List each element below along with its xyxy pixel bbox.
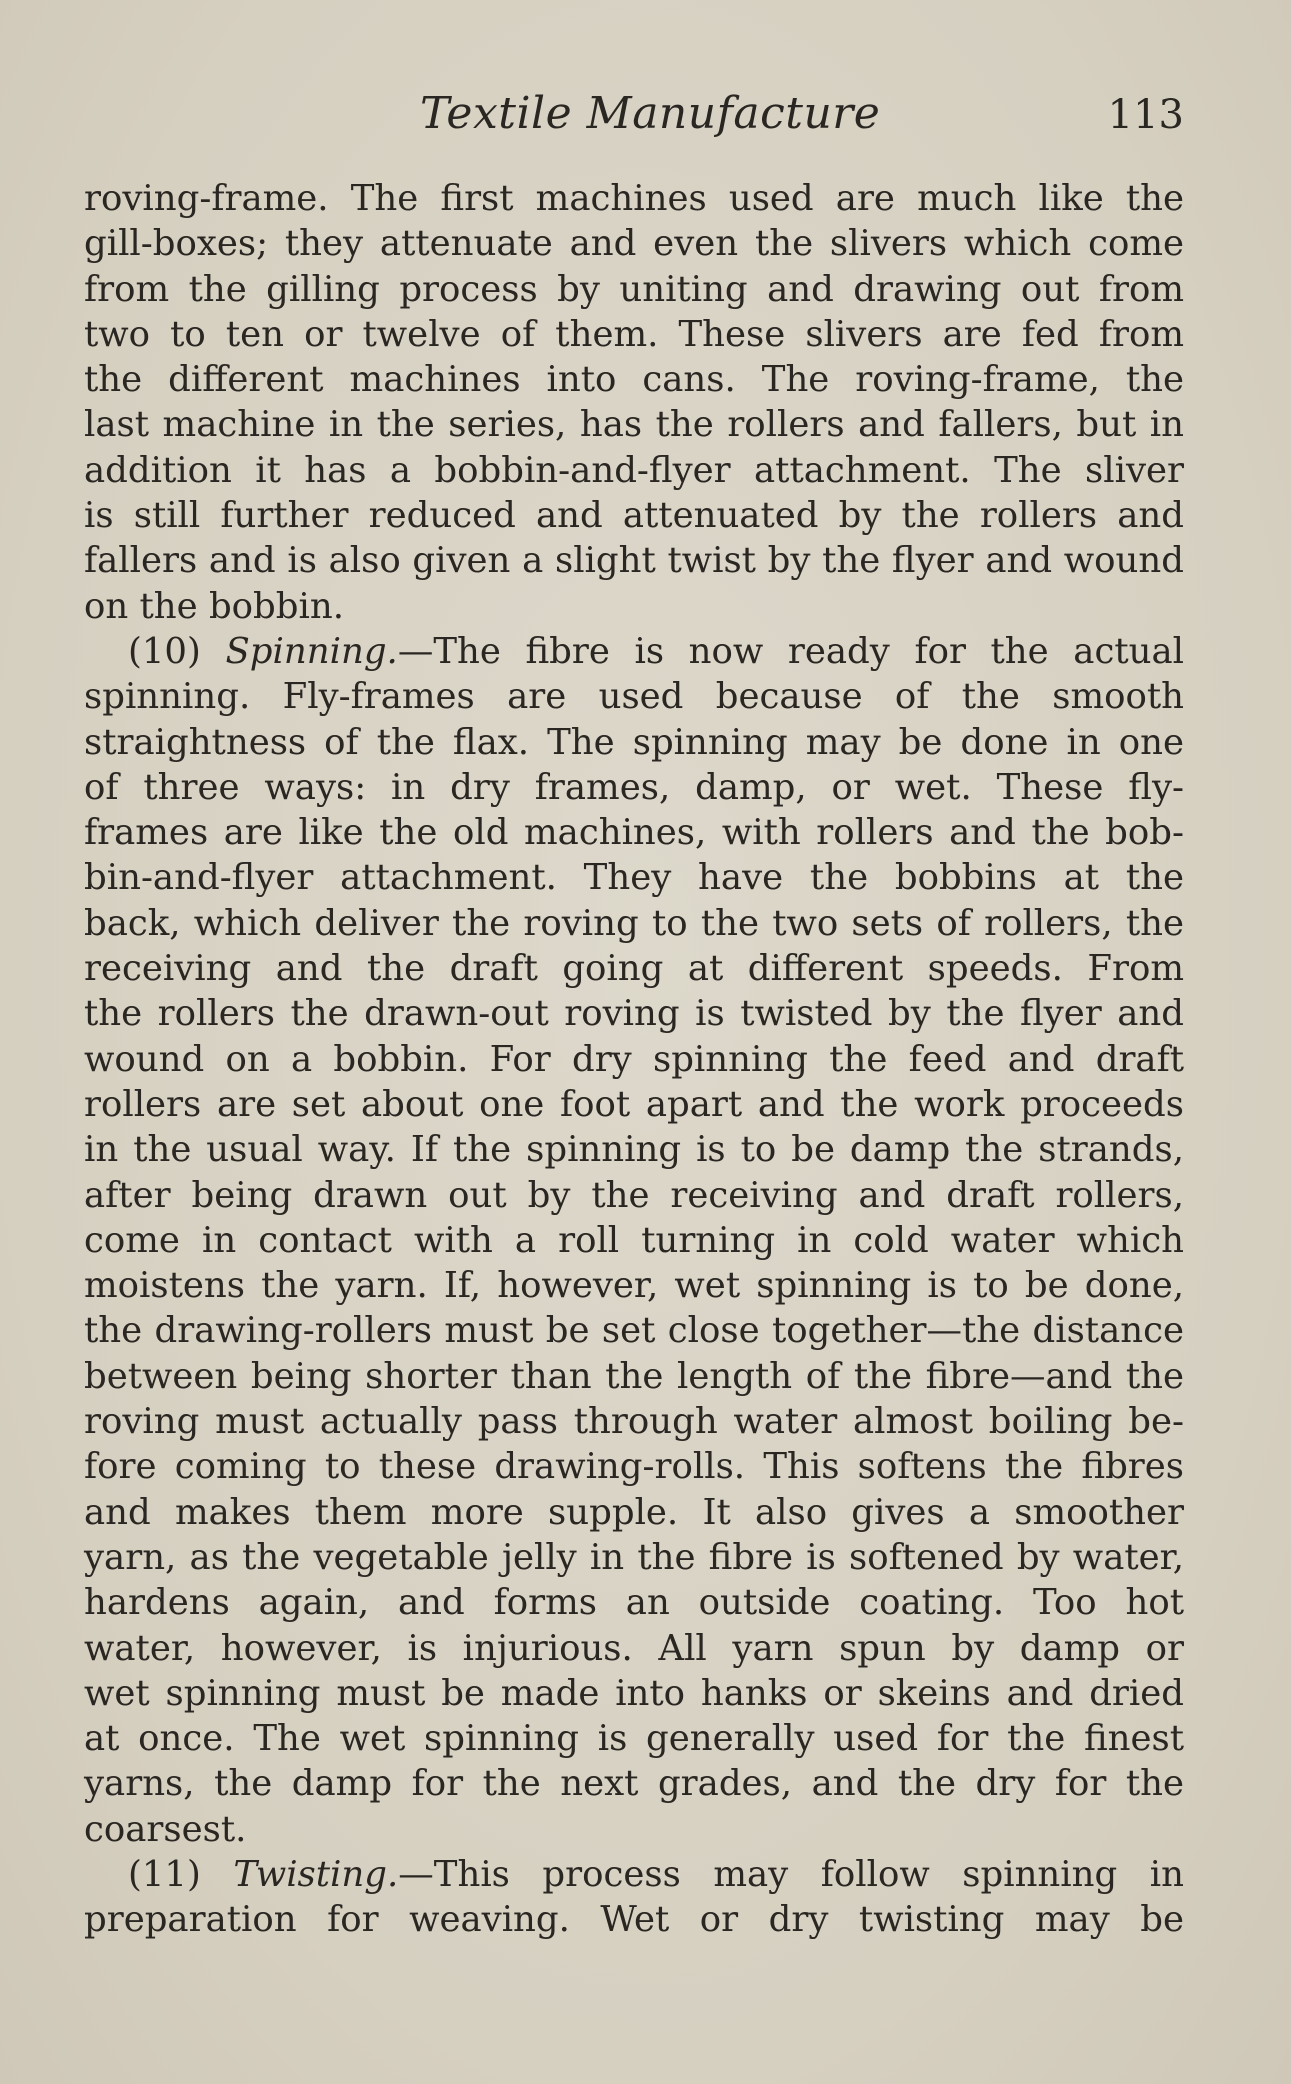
section-text: —The fibre is now ready for the actual [397,630,1184,672]
text-line: rollers are set about one foot apart and the work proceeds [84,1083,1184,1125]
text-line: hardens again, and forms an outside coating. Too hot [84,1582,1184,1624]
text-line: addition it has a bobbin-and-flyer attachment. The sliver [84,449,1184,491]
text-line: last machine in the series, has the rollers and fallers, but in [84,404,1184,446]
text-line: come in contact with a roll turning in cold water which [84,1219,1184,1261]
text-line: frames are like the old machines, with rollers and the bob- [84,812,1184,854]
text-line: at once. The wet spinning is generally used for the finest [84,1718,1184,1760]
text-line: water, however, is injurious. All yarn spun by damp or [84,1627,1184,1669]
text-line: in the usual way. If the spinning is to be damp the strands, [84,1129,1184,1171]
text-line: from the gilling process by uniting and drawing out from [84,268,1184,310]
section-heading-spinning: Spinning. [225,630,398,672]
section-twisting-line [84,1852,1184,1897]
running-title: Textile Manufacture [420,88,881,139]
page-header [84,88,1184,148]
text-line: the different machines into cans. The roving-frame, the [84,359,1184,401]
section-heading-twisting: Twisting. [233,1853,399,1895]
text-line: wound on a bobbin. For dry spinning the feed and draft [84,1038,1184,1080]
text-line: and makes them more supple. It also gives a smoother [84,1491,1184,1533]
text-line: bin-and-flyer attachment. They have the bobbins at the [84,857,1184,899]
text-line: fallers and is also given a slight twist by the flyer and wound [84,540,1184,582]
text-line: is still further reduced and attenuated by the rollers and [84,495,1184,537]
text-line: back, which deliver the roving to the two sets of rollers, the [84,902,1184,944]
text-line: after being drawn out by the receiving and draft rollers, [84,1174,1184,1216]
text-line: receiving and the draft going at different speeds. From [84,948,1184,990]
text-line: yarn, as the vegetable jelly in the fibre is softened by water, [84,1536,1184,1578]
section-number: (10) [128,630,226,672]
text-line: coarsest. [84,1808,247,1850]
text-line: preparation for weaving. Wet or dry twisting may be [84,1899,1184,1941]
text-line: roving must actually pass through water almost boiling be- [84,1401,1184,1443]
body-text [84,176,1184,1943]
text-line: between being shorter than the length of the fibre—and the [84,1355,1184,1397]
text-line: moistens the yarn. If, however, wet spinning is to be done, [84,1265,1184,1307]
page-number: 113 [1107,92,1184,138]
text-line: spinning. Fly-frames are used because of the smooth [84,676,1184,718]
section-number: (11) [128,1853,234,1895]
text-line: the drawing-rollers must be set close together—the distance [84,1310,1184,1352]
section-spinning-line [84,629,1184,674]
text-line: yarns, the damp for the next grades, and the dry for the [84,1763,1184,1805]
text-line: on the bobbin. [84,585,344,627]
text-line: roving-frame. The first machines used are much like the [84,178,1184,219]
text-line: two to ten or twelve of them. These slivers are fed from [84,313,1184,355]
text-line: straightness of the flax. The spinning may be done in one [84,721,1184,763]
text-line: gill-boxes; they attenuate and even the slivers which come [84,223,1184,265]
text-line: of three ways: in dry frames, damp, or wet. These fly- [84,766,1184,808]
text-line: the rollers the drawn-out roving is twisted by the flyer and [84,993,1184,1035]
text-line: fore coming to these drawing-rolls. This softens the fibres [84,1446,1184,1488]
section-text: —This process may follow spinning in [398,1853,1184,1895]
text-line: wet spinning must be made into hanks or skeins and dried [84,1672,1184,1714]
